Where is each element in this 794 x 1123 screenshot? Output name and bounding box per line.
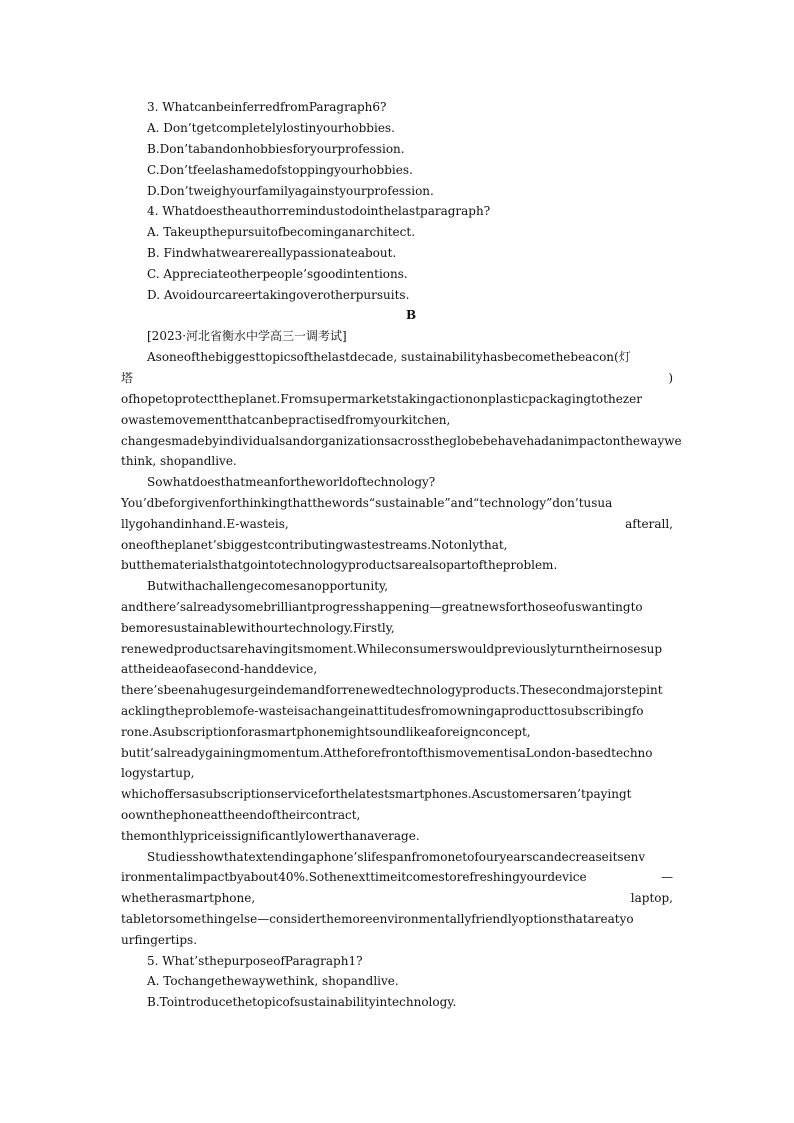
p2-line-4: oneoftheplanet’sbiggestcontributingwastestreams.Notonlythat, (121, 538, 508, 552)
p1-line-3: ofhopetoprotecttheplanet.Fromsupermarketstakingactiononplasticpackagingtothezer (121, 392, 642, 406)
p4-line-2 (121, 869, 673, 885)
p4-line-2-left: ironmentalimpactbyabout40%.Sothenexttimeitcomestorefreshingyourdevice (121, 870, 587, 884)
p4-line-5: urfingertips. (121, 933, 198, 947)
passage-source: [2023·河北省衡水中学高三一调考试] (147, 329, 347, 343)
p2-line-3 (121, 516, 673, 532)
p1-line-2-left: 塔 (121, 371, 134, 385)
p3-line-1: Butwithachallengecomesanopportunity, (147, 579, 389, 593)
p3-line-10: logystartup, (121, 766, 195, 780)
section-letter: B (406, 308, 417, 322)
question-4-option-b: B. Findwhatwearereallypassionateabout. (147, 246, 397, 260)
question-4-option-d: D. Avoidourcareertakingoverotherpursuits. (147, 288, 410, 302)
question-3-option-c: C.Don’tfeelashamedofstoppingyourhobbies. (147, 163, 413, 177)
p3-line-5: attheideaofasecond-handdevice, (121, 662, 318, 676)
question-4-option-a: A. Takeupthepursuitofbecominganarchitect. (147, 225, 416, 239)
p2-line-2: You’dbeforgivenforthinkingthatthewords“sustainable”and“technology”don’tusua (121, 496, 613, 510)
p4-line-2-right: — (661, 870, 673, 884)
question-4-option-c: C. Appreciateotherpeople’sgoodintentions. (147, 267, 408, 281)
question-4: 4. Whatdoestheauthorremindustodointhelastparagraph? (147, 204, 491, 218)
p3-line-13: themonthlypriceissignificantlylowerthanaverage. (121, 829, 420, 843)
p1-line-2-right: ) (668, 371, 673, 385)
p3-line-9: butit’salreadygainingmomentum.AttheforefrontofthismovementisaLondon-basedtechno (121, 746, 653, 760)
p1-line-2 (121, 370, 673, 386)
p1-line-4: owastemovementthatcanbepractisedfromyourkitchen, (121, 413, 451, 427)
question-5: 5. What’sthepurposeofParagraph1? (147, 954, 363, 968)
question-3: 3. WhatcanbeinferredfromParagraph6? (147, 100, 387, 114)
p3-line-11: whichoffersasubscriptionserviceforthelatestsmartphones.Ascustomersaren’tpayingt (121, 787, 632, 801)
p1-line-6: think, shopandlive. (121, 454, 237, 468)
p2-line-3-right: afterall, (625, 517, 673, 531)
question-3-option-d: D.Don’tweighyourfamilyagainstyourprofession. (147, 184, 434, 198)
p4-line-3-left: whetherasmartphone, (121, 891, 256, 905)
p2-line-3-left: llygohandinhand.E-wasteis, (121, 517, 289, 531)
p1-line-5: changesmadebyindividualsandorganizationsacrosstheglobebehavehadanimpactonthewaywe (121, 434, 682, 448)
p1-line-1: Asoneofthebiggesttopicsofthelastdecade, sustainabilityhasbecomethebeacon(灯 (147, 350, 631, 364)
question-3-option-a: A. Don’tgetcompletelylostinyourhobbies. (147, 121, 395, 135)
p4-line-3 (121, 890, 673, 906)
p3-line-6: there’sbeenahugesurgeindemandforrenewedtechnologyproducts.Thesecondmajorstepint (121, 683, 663, 697)
question-3-option-b: B.Don’tabandonhobbiesforyourprofession. (147, 142, 405, 156)
p2-line-1: Sowhatdoesthatmeanfortheworldoftechnology? (147, 475, 436, 489)
p4-line-3-right: laptop, (630, 891, 673, 905)
question-5-option-b: B.Tointroducethetopicofsustainabilityintechnology. (147, 995, 457, 1009)
p3-line-4: renewedproductsarehavingitsmoment.Whileconsumerswouldpreviouslyturntheirnosesup (121, 642, 663, 656)
question-5-option-a: A. Tochangethewaywethink, shopandlive. (147, 974, 399, 988)
p4-line-4: tabletorsomethingelse—considerthemoreenvironmentallyfriendlyoptionsthatareatyo (121, 912, 634, 926)
p3-line-3: bemoresustainablewithourtechnology.Firstly, (121, 621, 395, 635)
p3-line-8: rone.Asubscriptionforasmartphonemightsoundlikeaforeignconcept, (121, 725, 531, 739)
p3-line-2: andthere’salreadysomebrilliantprogresshappening—greatnewsforthoseofuswantingto (121, 600, 643, 614)
p4-line-1: Studiesshowthatextendingaphone’slifespanfromonetofouryearscandecreaseitsenv (147, 850, 646, 864)
p2-line-5: butthematerialsthatgointotechnologyproductsarealsopartoftheproblem. (121, 558, 558, 572)
p3-line-7: acklingtheproblemofe-wasteisachangeinattitudesfromowningaproducttosubscribingfo (121, 704, 644, 718)
p3-line-12: oownthephoneattheendoftheircontract, (121, 808, 361, 822)
